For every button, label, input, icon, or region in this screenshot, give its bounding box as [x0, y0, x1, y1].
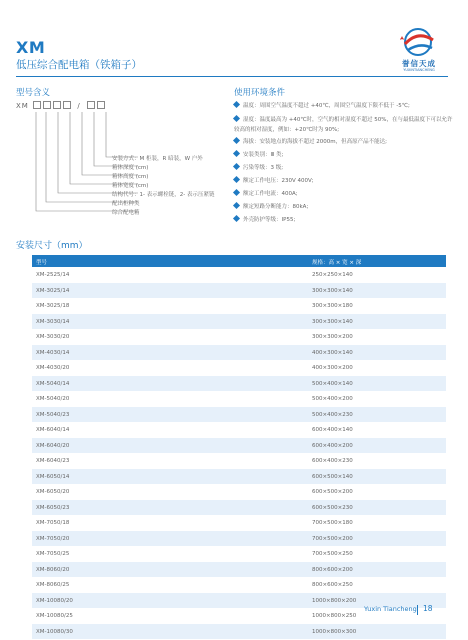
page-number: 18: [423, 604, 433, 613]
model-code-prefix: XM: [16, 102, 29, 110]
env-item: 温度：周围空气温度不超过 +40℃，周围空气温度下限不低于 -5℃;: [234, 101, 456, 111]
table-row: [32, 422, 446, 438]
bullet-icon: [233, 215, 240, 222]
code-box: [33, 101, 41, 109]
cell-size: 700×500×250: [312, 551, 353, 557]
cell-model: XM-6040/14: [36, 427, 70, 433]
cell-size: 600×500×230: [312, 504, 353, 511]
code-separator: /: [77, 102, 81, 110]
cell-model: XM-7050/25: [36, 551, 70, 557]
tree-label-height: 箱体高度 (cm): [112, 174, 149, 180]
cell-model: XM-5040/23: [36, 411, 70, 418]
table-row: [32, 624, 446, 640]
table-row: [32, 267, 446, 283]
cell-size: 700×500×180: [312, 520, 353, 526]
table-row: [32, 360, 446, 376]
logo-subtext: YUXINTIANCHENG: [403, 68, 435, 72]
cell-size: 400×300×140: [312, 349, 353, 356]
bullet-icon: [233, 163, 240, 170]
env-item: 额定短路分断能力：80kA;: [234, 202, 456, 212]
cell-size: 800×600×250: [312, 582, 353, 588]
model-section-heading: 型号含义: [16, 88, 51, 98]
table-row: [32, 391, 446, 407]
code-box: [53, 101, 61, 109]
dimension-section-heading: 安装尺寸（mm）: [16, 241, 88, 251]
cell-size: 1000×800×250: [312, 613, 357, 619]
tree-label-structure: 结构代号：1- 表示螺栓链，2- 表示压紧链: [112, 192, 215, 198]
cell-size: 300×300×140: [312, 318, 353, 325]
bullet-icon: [233, 189, 240, 196]
cell-model: XM-6040/23: [36, 458, 70, 464]
bullet-icon: [233, 202, 240, 209]
table-header: [32, 255, 446, 267]
code-box: [87, 101, 95, 109]
bullet-icon: [233, 176, 240, 183]
bullet-icon: [233, 101, 240, 108]
table-body: [32, 267, 446, 639]
header-divider: [16, 76, 448, 77]
model-code: [16, 101, 106, 110]
table-row: [32, 376, 446, 392]
table-row: [32, 484, 446, 500]
cell-model: XM-5040/14: [36, 380, 70, 387]
page-subtitle: 低压综合配电箱（铁箱子）: [16, 59, 142, 71]
env-item: 安装类别：Ⅲ 类;: [234, 150, 456, 160]
cell-model: XM-3025/14: [36, 287, 70, 294]
tree-label-depth: 箱体深度 (cm): [112, 165, 149, 171]
bullet-icon: [233, 115, 240, 122]
column-header-size: 规格：高 × 宽 × 深: [312, 260, 362, 266]
cell-model: XM-8060/20: [36, 566, 70, 573]
cell-size: 600×500×140: [312, 473, 353, 480]
cell-size: 500×400×200: [312, 396, 353, 402]
cell-size: 600×400×140: [312, 427, 353, 433]
cell-model: XM-10080/30: [36, 628, 73, 635]
table-row: [32, 453, 446, 469]
cell-model: XM-4030/14: [36, 349, 70, 356]
cell-model: XM-2525/14: [36, 272, 70, 278]
cell-model: XM-4030/20: [36, 365, 70, 371]
cell-size: 700×500×200: [312, 535, 353, 542]
column-header-model: 型号: [36, 260, 48, 266]
cell-model: XM-6050/23: [36, 504, 70, 511]
cell-model: XM-5040/20: [36, 396, 70, 402]
table-row: [32, 314, 446, 330]
table-row: [32, 345, 446, 361]
logo-text: 誉信天成: [402, 59, 436, 68]
footer-brand: Yuxin Tiancheng: [364, 605, 417, 613]
cell-size: 400×300×200: [312, 365, 353, 371]
tree-label-cabinet-type: 配出柜种类: [112, 201, 140, 207]
table-row: [32, 329, 446, 345]
cell-size: 500×400×230: [312, 411, 353, 418]
cell-model: XM-3030/14: [36, 318, 70, 325]
table-row: [32, 546, 446, 562]
cell-size: 600×400×200: [312, 442, 353, 449]
code-box: [97, 101, 105, 109]
table-row: [32, 562, 446, 578]
cell-size: 600×500×200: [312, 489, 353, 495]
table-row: [32, 469, 446, 485]
table-row: [32, 531, 446, 547]
cell-size: 250×250×140: [312, 272, 353, 278]
env-item: 海拔：安装地点的海拔不超过 2000m，但高原产品不能达;: [234, 137, 456, 147]
table-row: [32, 298, 446, 314]
table-row: [32, 515, 446, 531]
table-row: [32, 500, 446, 516]
cell-model: XM-3025/18: [36, 303, 70, 309]
code-box: [63, 101, 71, 109]
dimension-table: [32, 255, 446, 639]
page-title: XM: [16, 38, 46, 57]
env-item: 外壳防护等级：IP55;: [234, 215, 456, 225]
cell-size: 800×600×200: [312, 566, 353, 573]
tree-label-product: 综合配电箱: [112, 210, 140, 216]
table-row: [32, 283, 446, 299]
cell-model: XM-10080/25: [36, 613, 73, 619]
cell-size: 600×400×230: [312, 458, 353, 464]
cell-size: 1000×800×300: [312, 628, 357, 635]
tree-label-install: 安装方式：M 柜装，R 暗装，W 户外: [112, 156, 203, 162]
cell-size: 300×300×200: [312, 334, 353, 340]
bullet-icon: [233, 137, 240, 144]
cell-model: XM-3030/20: [36, 334, 70, 340]
cell-model: XM-7050/20: [36, 535, 70, 542]
env-section-heading: 使用环境条件: [234, 88, 286, 98]
cell-size: 1000×800×200: [312, 597, 357, 604]
cell-model: XM-10080/20: [36, 597, 73, 604]
tree-label-width: 箱体宽度 (cm): [112, 183, 149, 189]
cell-model: XM-7050/18: [36, 520, 70, 526]
env-item: 额定工作电压：230V 400V;: [234, 176, 456, 186]
cell-size: 300×300×180: [312, 303, 353, 309]
table-row: [32, 577, 446, 593]
cell-model: XM-6040/20: [36, 442, 70, 449]
footer-divider: [417, 605, 418, 615]
env-item: 湿度：温度最高为 +40℃时，空气的相对湿度不超过 50%，在与最低温度下可以允许较高的相对湿度，例如：+20℃时为 90%;: [234, 115, 456, 135]
cell-model: XM-6050/14: [36, 473, 70, 480]
table-row: [32, 438, 446, 454]
cell-size: 500×400×140: [312, 380, 353, 387]
env-item: 污染等级：3 级;: [234, 163, 456, 173]
table-row: [32, 407, 446, 423]
bullet-icon: [233, 150, 240, 157]
code-box: [43, 101, 51, 109]
cell-model: XM-6050/20: [36, 489, 70, 495]
cell-model: XM-8060/25: [36, 582, 70, 588]
env-item: 额定工作电流：400A;: [234, 189, 456, 199]
cell-size: 300×300×140: [312, 287, 353, 294]
